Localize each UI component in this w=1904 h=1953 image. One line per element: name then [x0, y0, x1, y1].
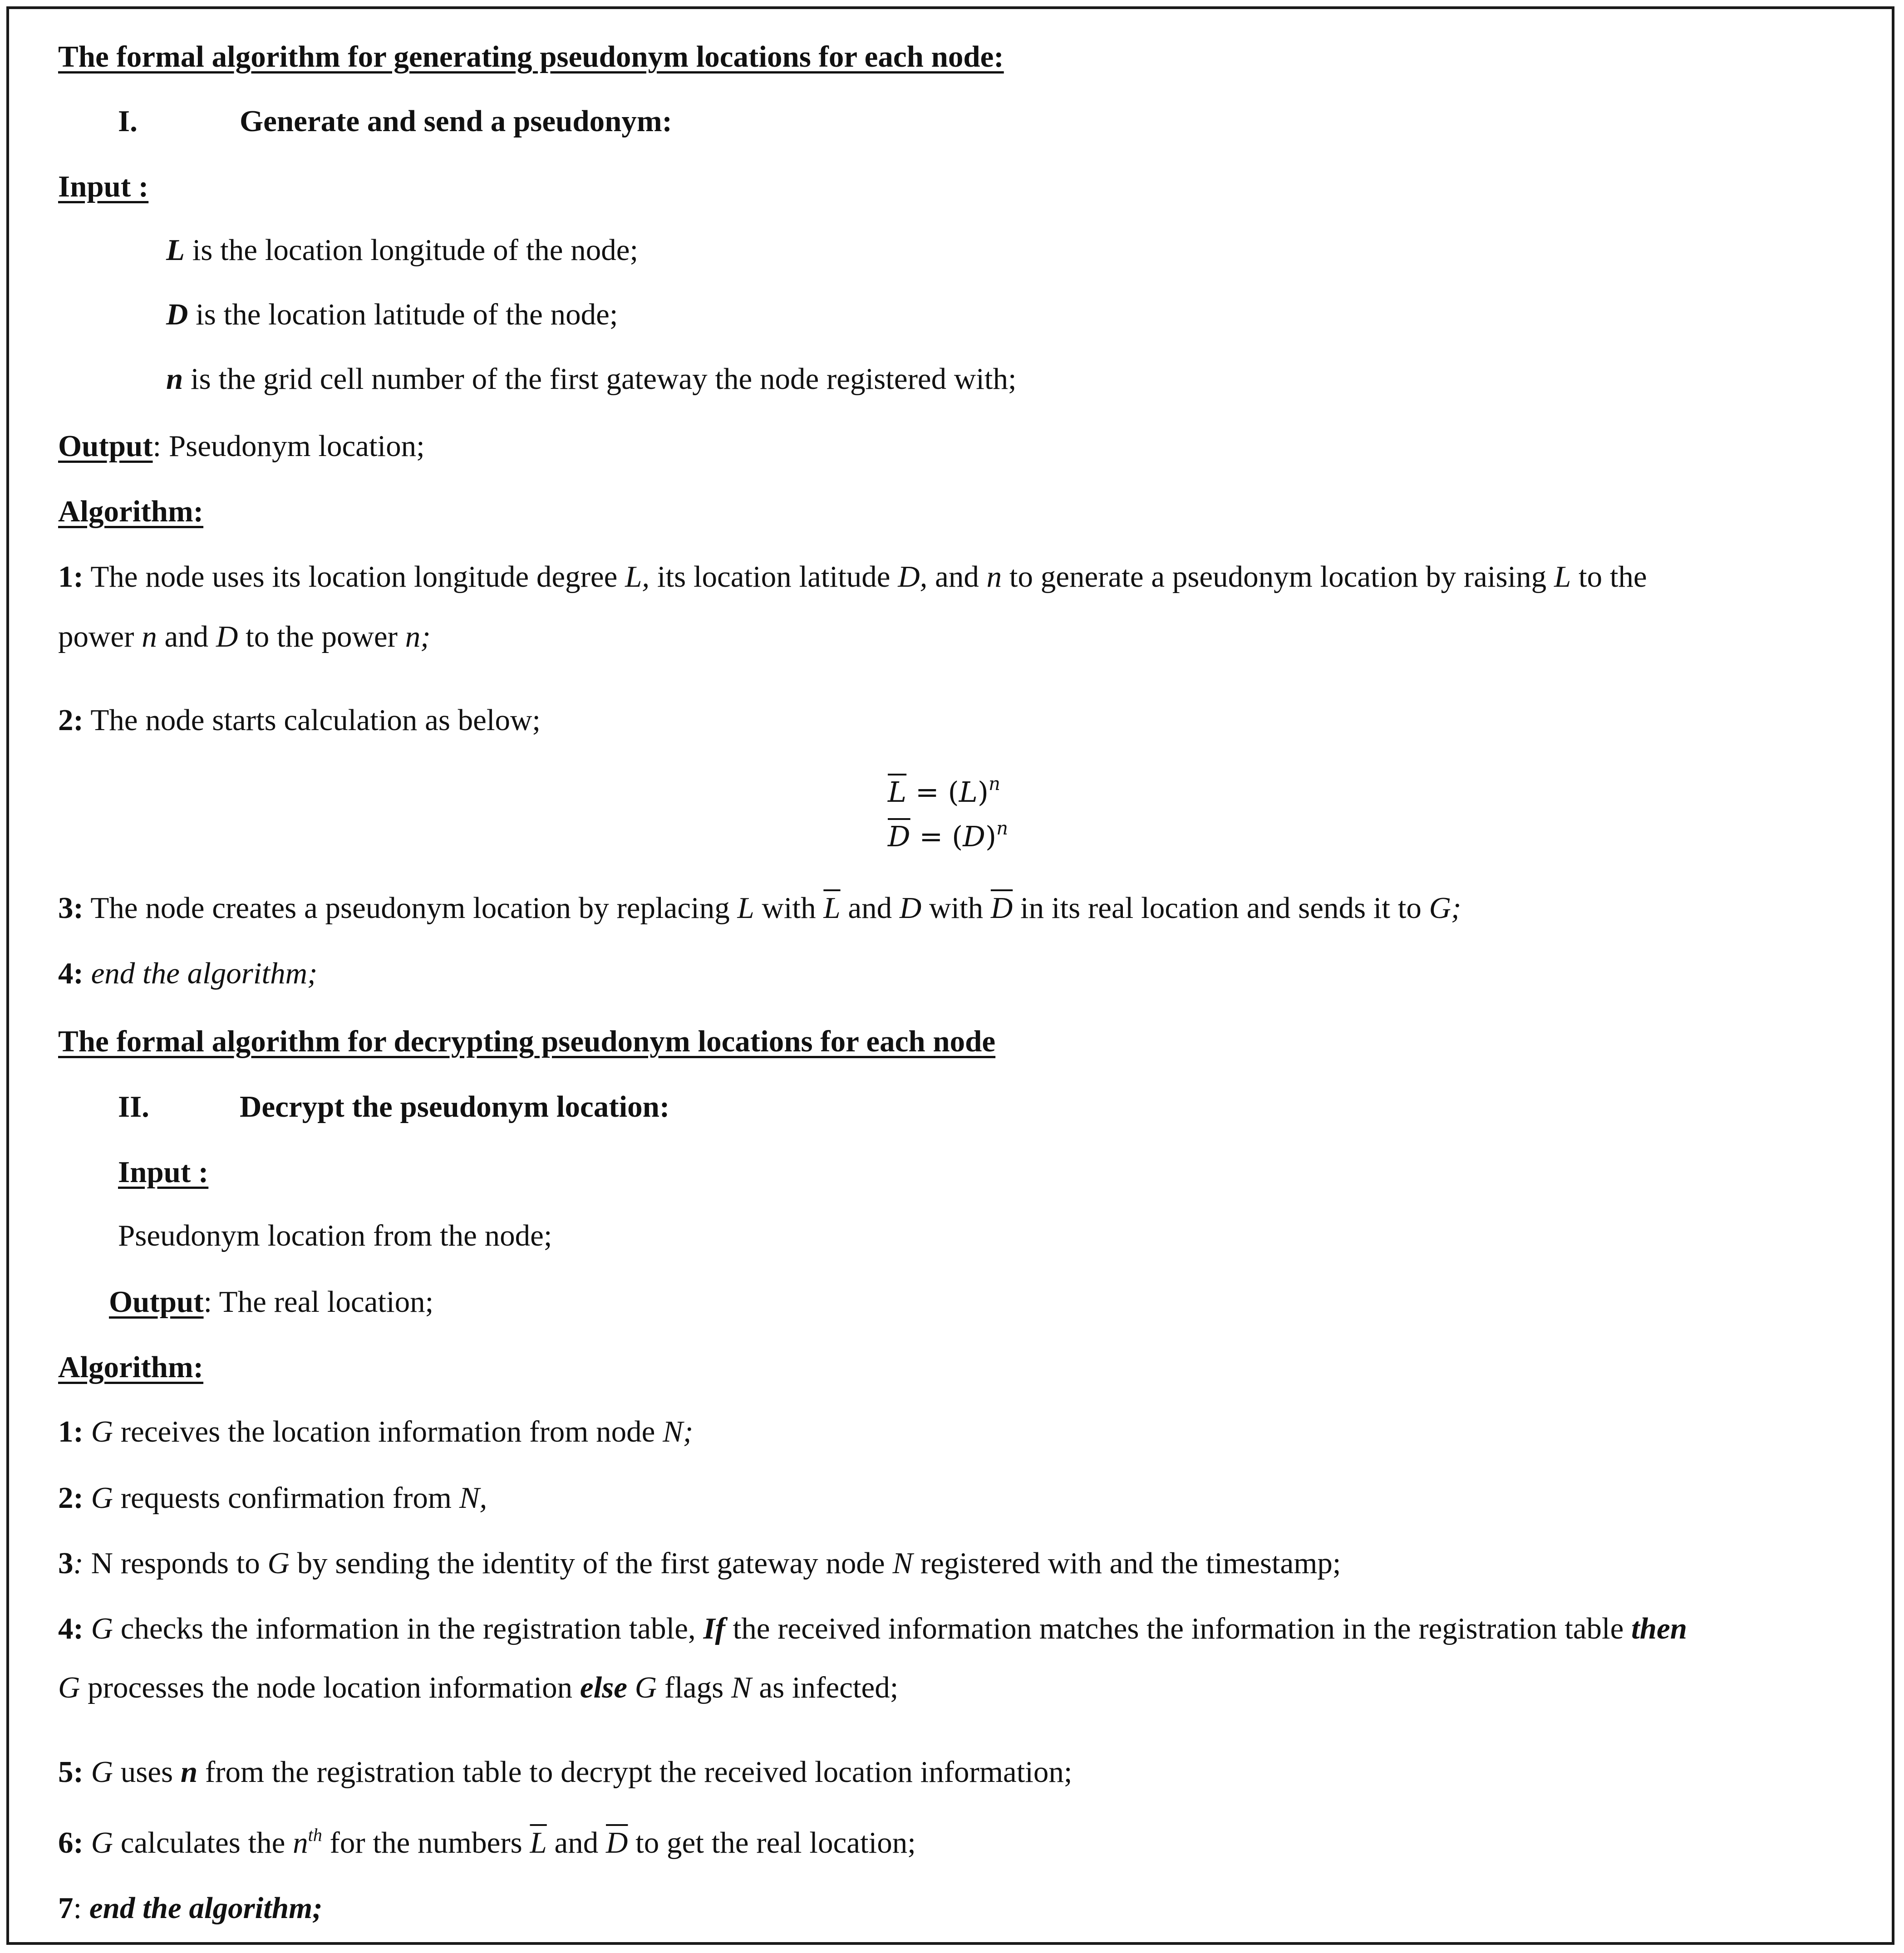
section2-step2: 2: G requests confirmation from N,	[58, 1481, 487, 1515]
section2-algorithm-label: Algorithm:	[58, 1350, 204, 1384]
heading-decrypt: The formal algorithm for decrypting pseudonym locations for each node	[58, 1025, 996, 1058]
section2-step3: 3: N responds to G by sending the identity of the first gateway node N registered with and the timestamp;	[58, 1546, 1341, 1580]
section1-step3: 3: The node creates a pseudonym location by replacing L with $\overline{L}$ and D with $\overline{D}$ in its real location and sends it to G;	[58, 891, 1461, 925]
section2-title: Decrypt the pseudonym location:	[240, 1090, 670, 1124]
section1-output: Output: Pseudonym location;	[58, 429, 425, 463]
equation-L-bar: $\overline{L} = (L)^n$	[888, 774, 1000, 809]
section1-algorithm-label: Algorithm:	[58, 495, 204, 528]
section2-input-text: Pseudonym location from the node;	[118, 1219, 552, 1252]
heading-generate: The formal algorithm for generating pseudonym locations for each node:	[58, 40, 1004, 74]
section2-num: II.	[118, 1090, 149, 1124]
section2-step7: 7: end the algorithm;	[58, 1891, 323, 1925]
section1-num: I.	[118, 104, 138, 138]
section2-step1: 1: G receives the location information from node N;	[58, 1415, 694, 1448]
section2-step4-line1: 4: G checks the information in the registration table, If the received information matches the information in the registration table then	[58, 1612, 1688, 1645]
section2-step6: 6: G calculates the $n^{th}$ for the numbers $\overline{L}$ and $\overline{D}$ to get the real location;	[58, 1825, 916, 1860]
section2-input-label: Input :	[118, 1155, 209, 1189]
section1-step1-line2: power n and D to the power n;	[58, 620, 431, 653]
section1-step4: 4: end the algorithm;	[58, 957, 318, 990]
section1-input-label: Input :	[58, 170, 149, 203]
input-D: D is the location latitude of the node;	[166, 298, 618, 331]
section2-output: Output: The real location;	[109, 1285, 434, 1319]
section1-step1-line1: 1: The node uses its location longitude degree L, its location latitude D, and n to generate a pseudonym location by raising L to the	[58, 560, 1647, 594]
section1-step2: 2: The node starts calculation as below;	[58, 703, 541, 737]
section2-step5: 5: G uses n from the registration table to decrypt the received location information;	[58, 1755, 1073, 1789]
section2-step4-line2: G processes the node location information else G flags N as infected;	[58, 1671, 899, 1704]
input-L: L is the location longitude of the node;	[166, 233, 639, 267]
section1-title: Generate and send a pseudonym:	[240, 104, 672, 138]
input-n: n is the grid cell number of the first gateway the node registered with;	[166, 362, 1017, 396]
equation-D-bar: $\overline{D} = (D)^n$	[888, 818, 1008, 853]
